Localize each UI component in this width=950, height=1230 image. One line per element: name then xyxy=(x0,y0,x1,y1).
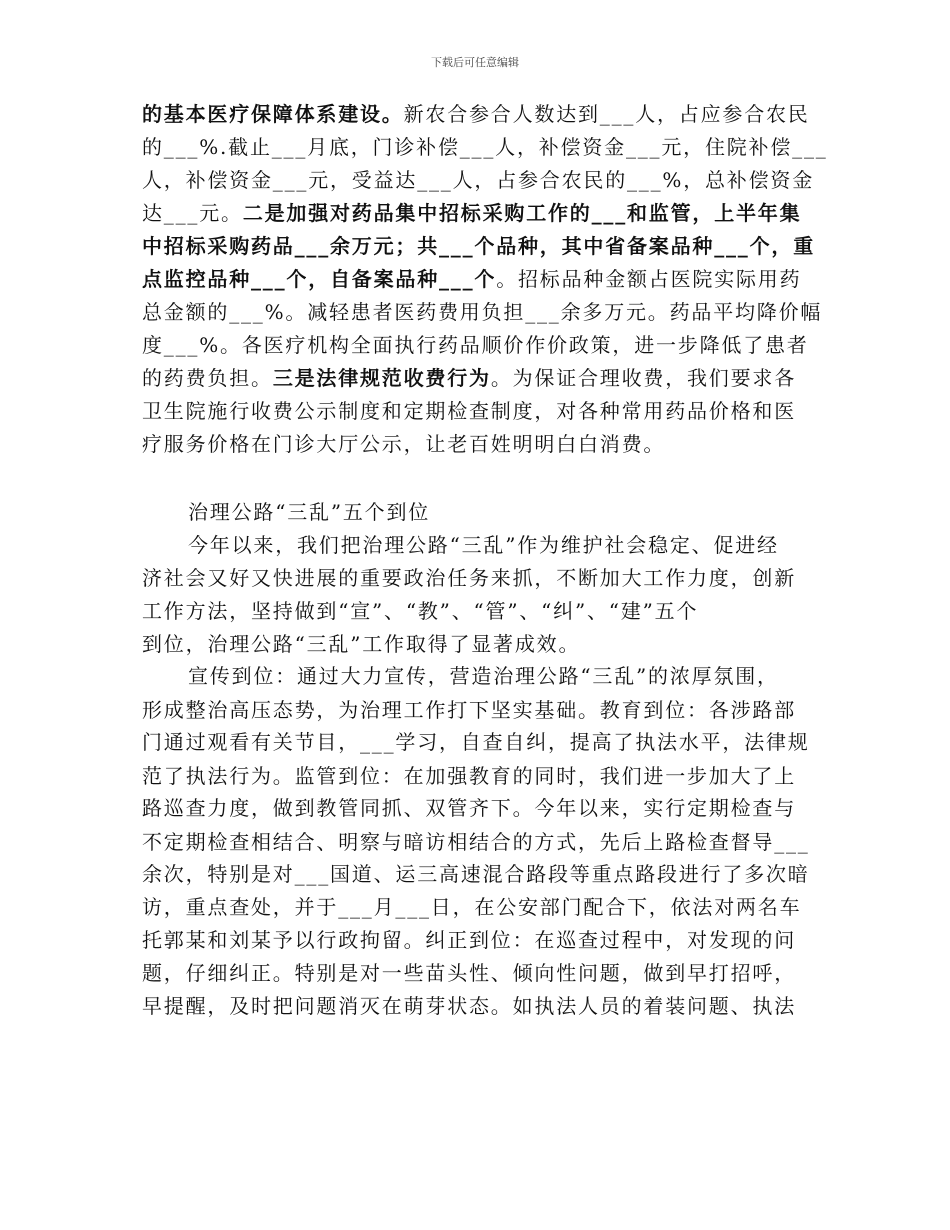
text-line xyxy=(142,101,812,127)
text-segment: 济社会又好又快进展的重要政治任务来抓，不断加大工作力度，创新 xyxy=(142,566,796,590)
text-line xyxy=(142,332,812,358)
text-line xyxy=(142,894,812,920)
text-line xyxy=(142,134,828,160)
text-line xyxy=(188,663,858,689)
text-segment: 托郭某和刘某予以行政拘留。纠正到位：在巡查过程中，对发现的问 xyxy=(142,928,796,952)
text-segment: 路巡查力度，做到教管同抓、双管齐下。今年以来，实行定期检查与 xyxy=(142,796,796,820)
text-line xyxy=(142,927,812,953)
text-line xyxy=(142,960,812,986)
text-segment: 疗服务价格在门诊大厅公示，让老百姓明明白白消费。 xyxy=(142,432,666,456)
text-line xyxy=(142,795,812,821)
text-line xyxy=(142,299,823,325)
text-segment: 新农合参合人数达到___人，占应参合农民 xyxy=(403,102,810,126)
text-segment: 访，重点查处，并于___月___日，在公安部门配合下，依法对两名车 xyxy=(142,895,802,919)
text-segment: 的___%.截止___月底，门诊补偿___人，补偿资金___元，住院补偿___ xyxy=(142,135,828,159)
bold-text-segment: 三是法律规范收费行为 xyxy=(272,366,491,390)
bold-text-segment: 二是加强对药品集中招标采购工作的___和监管，上半年集 xyxy=(242,201,802,225)
bold-text-segment: 点监控品种___个，自备案品种___个 xyxy=(142,267,497,291)
text-segment: 度___%。各医疗机构全面执行药品顺价作价政策，进一步降低了患者 xyxy=(142,333,809,357)
text-segment: 人，补偿资金___元，受益达___人，占参合农民的___%，总补偿资金 xyxy=(142,168,815,192)
text-segment: 治理公路“三乱”五个到位 xyxy=(188,500,431,524)
text-line xyxy=(142,233,815,259)
text-segment: 工作方法，坚持做到“宣”、“教”、“管”、“纠”、“建”五个 xyxy=(142,599,699,623)
text-segment: 形成整治高压态势，为治理工作打下坚实基础。教育到位：各涉路部 xyxy=(142,698,796,722)
text-line xyxy=(142,565,812,591)
text-line xyxy=(142,365,812,391)
text-segment: 卫生院施行收费公示制度和定期检查制度，对各种常用药品价格和医 xyxy=(142,399,796,423)
bold-text-segment: 中招标采购药品___余万元；共___个品种，其中省备案品种___个，重 xyxy=(142,234,815,258)
text-segment: 今年以来，我们把治理公路“三乱”作为维护社会稳定、促进经 xyxy=(188,533,779,557)
page-header: 下载后可任意编辑 xyxy=(431,56,519,69)
text-line xyxy=(142,763,812,789)
text-line xyxy=(142,398,812,424)
text-line xyxy=(142,431,812,457)
text-line xyxy=(188,532,858,558)
text-line xyxy=(142,829,812,855)
text-line xyxy=(188,499,858,525)
text-line xyxy=(142,266,812,292)
text-line xyxy=(142,598,812,624)
text-segment: 到位，治理公路“三乱”工作取得了显著成效。 xyxy=(142,632,581,656)
text-line xyxy=(142,631,812,657)
text-line xyxy=(142,167,815,193)
text-segment: 早提醒，及时把问题消灭在萌芽状态。如执法人员的着装问题、执法 xyxy=(142,994,796,1018)
text-line xyxy=(142,993,812,1019)
bold-text-segment: 的基本医疗保障体系建设。 xyxy=(142,102,404,126)
text-segment: 。招标品种金额占医院实际用药 xyxy=(496,267,802,291)
text-segment: 范了执法行为。监管到位：在加强教育的同时，我们进一步加大了上 xyxy=(142,764,796,788)
text-line xyxy=(142,200,812,226)
text-line xyxy=(142,861,812,887)
text-segment: 总金额的___%。减轻患者医药费用负担___余多万元。药品平均降价幅 xyxy=(142,300,823,324)
text-segment: 不定期检查相结合、明察与暗访相结合的方式，先后上路检查督导___ xyxy=(142,830,810,854)
text-segment: 的药费负担。 xyxy=(142,366,273,390)
text-segment: 门通过观看有关节目，___学习，自查自纠，提高了执法水平，法律规 xyxy=(142,730,810,754)
text-segment: 余次，特别是对___国道、运三高速混合路段等重点路段进行了多次暗 xyxy=(142,862,810,886)
text-segment: 。为保证合理收费，我们要求各 xyxy=(490,366,797,390)
text-segment: 题，仔细纠正。特别是对一些苗头性、倾向性问题，做到早打招呼， xyxy=(142,961,796,985)
text-segment: 宣传到位：通过大力宣传，营造治理公路“三乱”的浓厚氛围， xyxy=(188,664,779,688)
text-line xyxy=(142,729,812,755)
text-segment: 达___元。 xyxy=(142,201,243,225)
text-line xyxy=(142,697,812,723)
